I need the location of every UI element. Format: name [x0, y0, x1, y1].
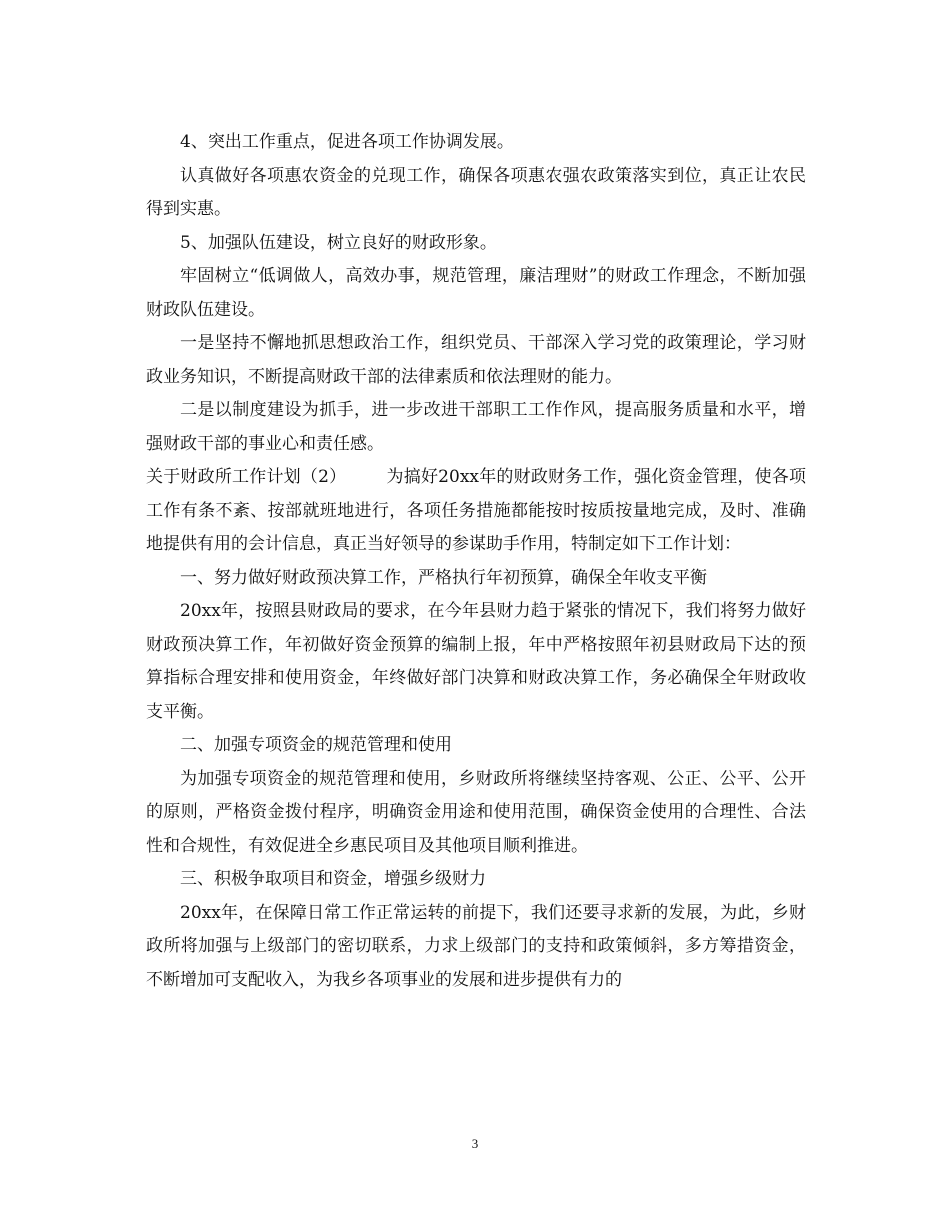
section-paragraph: [146, 461, 806, 562]
paragraph-2: 认真做好各项惠农资金的兑现工作，确保各项惠农强农政策落实到位，真正让农民得到实惠。: [146, 165, 806, 219]
paragraph-9: 二、加强专项资金的规范管理和使用: [180, 735, 452, 755]
paragraph-11: 三、积极争取项目和资金，增强乡级财力: [180, 869, 486, 889]
paragraph-10: 为加强专项资金的规范管理和使用，乡财政所将继续坚持客观、公正、公平、公开的原则，严格资金拨付程序，明确资金用途和使用范围，确保资金使用的合理性、合法性和合规性，有效促进全乡惠民项目及其他项目顺利推进。: [146, 768, 806, 856]
paragraph-7: 一、努力做好财政预决算工作，严格执行年初预算，确保全年收支平衡: [180, 567, 707, 588]
document-body: [146, 126, 806, 997]
paragraph-5: 一是坚持不懈地抓思想政治工作，组织党员、干部深入学习党的政策理论，学习财政业务知识，不断提高财政干部的法律素质和依法理财的能力。: [146, 333, 806, 387]
paragraph-6: 二是以制度建设为抓手，进一步改进干部职工工作作风，提高服务质量和水平，增强财政干部的事业心和责任感。: [146, 400, 806, 454]
section-intro: 为搞好20xx年的财政财务工作，强化资金管理，使各项工作有条不紊、按部就班地进行，各项任务措施都能按时按质按量地完成，及时、准确地提供有用的会计信息，真正当好领导的参谋助手作用，特制定如下工作计划：: [146, 467, 806, 554]
paragraph-1: 4、突出工作重点，促进各项工作协调发展。: [180, 132, 514, 152]
paragraph-4: 牢固树立“低调做人，高效办事，规范管理，廉洁理财”的财政工作理念，不断加强财政队伍建设。: [146, 266, 806, 320]
paragraph-3: 5、加强队伍建设，树立良好的财政形象。: [180, 232, 497, 253]
paragraph-8: 20xx年，按照县财政局的要求，在今年县财力趋于紧张的情况下，我们将努力做好财政预决算工作，年初做好资金预算的编制上报，年中严格按照年初县财政局下达的预算指标合理安排和使用资金，年终做好部门决算和财政决算工作，务必确保全年财政收支平衡。: [146, 601, 806, 722]
section-heading: 关于财政所工作计划（2）: [146, 467, 347, 487]
page-number: 3: [471, 1136, 479, 1151]
paragraph-12: 20xx年，在保障日常工作正常运转的前提下，我们还要寻求新的发展，为此，乡财政所将加强与上级部门的密切联系，力求上级部门的支持和政策倾斜，多方筹措资金，不断增加可支配收入，为我乡各项事业的发展和进步提供有力的: [146, 902, 806, 990]
